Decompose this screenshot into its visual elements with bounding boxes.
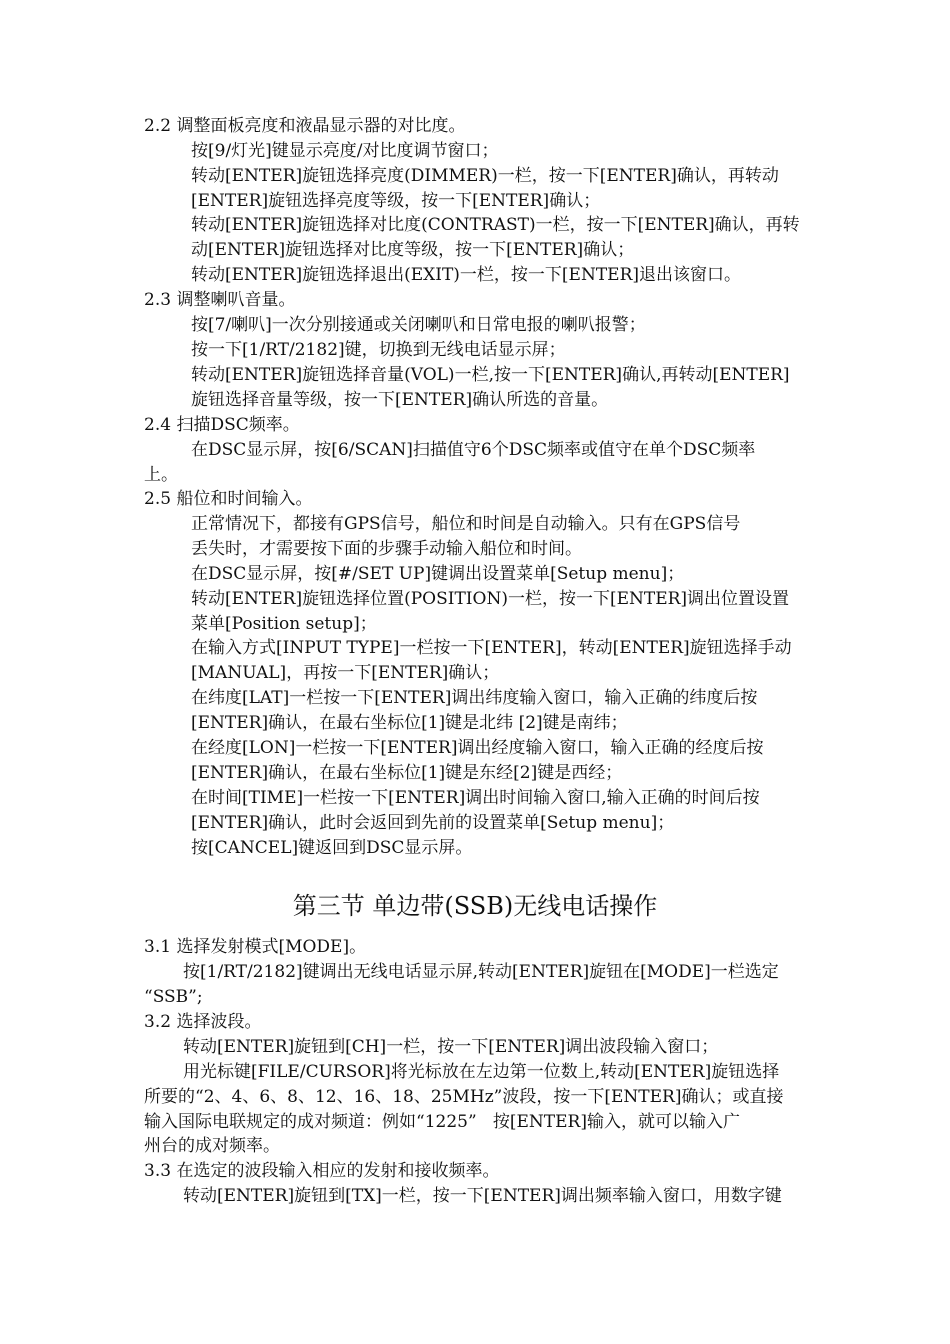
paragraph-line: 丢失时，才需要按下面的步骤手动输入船位和时间。 — [191, 539, 582, 559]
paragraph-line: 按[1/RT/2182]键调出无线电话显示屏,转动[ENTER]旋钮在[MODE]一栏选定 — [183, 962, 779, 982]
paragraph-line: 在输入方式[INPUT TYPE]一栏按一下[ENTER]，转动[ENTER]旋钮选择手动 — [191, 638, 792, 658]
paragraph-line: 转动[ENTER]旋钮选择亮度(DIMMER)一栏，按一下[ENTER]确认，再转动 — [191, 166, 779, 186]
section-3-2-heading: 3.2 选择波段。 — [144, 1012, 262, 1032]
paragraph-line: 用光标键[FILE/CURSOR]将光标放在左边第一位数上,转动[ENTER]旋钮选择 — [183, 1062, 780, 1082]
paragraph-line: 输入国际电联规定的成对频道：例如“1225” 按[ENTER]输入，就可以输入广 — [144, 1112, 740, 1132]
paragraph-line: 上。 — [144, 465, 178, 485]
paragraph-line: 在DSC显示屏，按[6/SCAN]扫描值守6个DSC频率或值守在单个DSC频率 — [191, 440, 756, 460]
paragraph-line: 转动[ENTER]旋钮选择退出(EXIT)一栏，按一下[ENTER]退出该窗口。 — [191, 265, 742, 285]
paragraph-line: [ENTER]旋钮选择亮度等级，按一下[ENTER]确认； — [191, 191, 601, 211]
paragraph-line: 转动[ENTER]旋钮选择位置(POSITION)一栏，按一下[ENTER]调出位置设置 — [191, 589, 790, 609]
section-3-title: 第三节 单边带(SSB)无线电话操作 — [292, 892, 658, 920]
paragraph-line: 转动[ENTER]旋钮选择音量(VOL)一栏,按一下[ENTER]确认,再转动[ENTER] — [191, 365, 790, 385]
paragraph-line: 按一下[1/RT/2182]键，切换到无线电话显示屏； — [191, 340, 566, 360]
paragraph-line: 按[CANCEL]键返回到DSC显示屏。 — [191, 838, 473, 858]
paragraph-line: 在DSC显示屏，按[#/SET UP]键调出设置菜单[Setup menu]； — [191, 564, 685, 584]
paragraph-line: [MANUAL]，再按一下[ENTER]确认； — [191, 663, 500, 683]
paragraph-line: 转动[ENTER]旋钮到[CH]一栏，按一下[ENTER]调出波段输入窗口； — [183, 1037, 719, 1057]
paragraph-line: 转动[ENTER]旋钮选择对比度(CONTRAST)一栏，按一下[ENTER]确认，再转 — [191, 215, 800, 235]
paragraph-line: 按[9/灯光]键显示亮度/对比度调节窗口； — [191, 141, 499, 161]
paragraph-line: [ENTER]确认，在最右坐标位[1]键是北纬 [2]键是南纬； — [191, 713, 628, 733]
section-2-2-heading: 2.2 调整面板亮度和液晶显示器的对比度。 — [144, 116, 466, 136]
paragraph-line: 按[7/喇叭]一次分别接通或关闭喇叭和日常电报的喇叭报警； — [191, 315, 646, 335]
paragraph-line: “SSB”; — [144, 987, 203, 1007]
paragraph-line: [ENTER]确认，在最右坐标位[1]键是东经[2]键是西经； — [191, 763, 623, 783]
paragraph-line: 所要的“2、4、6、8、12、16、18、25MHz”波段，按一下[ENTER]确认；或直接 — [144, 1087, 784, 1107]
paragraph-line: 在经度[LON]一栏按一下[ENTER]调出经度输入窗口，输入正确的经度后按 — [191, 738, 764, 758]
paragraph-line: 旋钮选择音量等级，按一下[ENTER]确认所选的音量。 — [191, 390, 609, 410]
section-2-4-heading: 2.4 扫描DSC频率。 — [144, 415, 300, 435]
paragraph-line: 正常情况下，都接有GPS信号，船位和时间是自动输入。只有在GPS信号 — [191, 514, 741, 534]
paragraph-line: 在时间[TIME]一栏按一下[ENTER]调出时间输入窗口,输入正确的时间后按 — [191, 788, 760, 808]
section-2-5-heading: 2.5 船位和时间输入。 — [144, 489, 313, 509]
paragraph-line: 州台的成对频率。 — [144, 1136, 280, 1156]
paragraph-line: 菜单[Position setup]； — [191, 614, 377, 634]
section-2-3-heading: 2.3 调整喇叭音量。 — [144, 290, 296, 310]
section-3-1-heading: 3.1 选择发射模式[MODE]。 — [144, 937, 367, 957]
paragraph-line: [ENTER]确认，此时会返回到先前的设置菜单[Setup menu]； — [191, 813, 675, 833]
paragraph-line: 转动[ENTER]旋钮到[TX]一栏，按一下[ENTER]调出频率输入窗口，用数字键 — [183, 1186, 782, 1206]
section-3-3-heading: 3.3 在选定的波段输入相应的发射和接收频率。 — [144, 1161, 500, 1181]
paragraph-line: 动[ENTER]旋钮选择对比度等级，按一下[ENTER]确认； — [191, 240, 635, 260]
paragraph-line: 在纬度[LAT]一栏按一下[ENTER]调出纬度输入窗口，输入正确的纬度后按 — [191, 688, 758, 708]
